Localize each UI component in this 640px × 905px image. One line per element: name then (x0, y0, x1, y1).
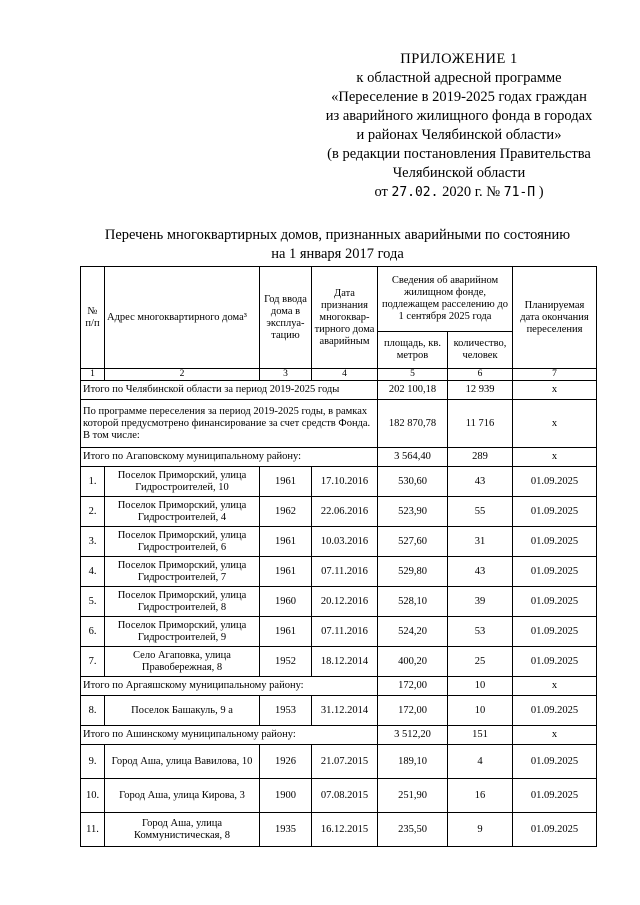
house-num: 10. (81, 779, 105, 813)
house-date: 17.10.2016 (312, 467, 378, 497)
house-area: 189,10 (378, 745, 448, 779)
column-number: 4 (312, 369, 378, 381)
house-row (81, 557, 597, 587)
total-area: 202 100,18 (378, 381, 448, 400)
house-num: 4. (81, 557, 105, 587)
date-value: 27.02. (391, 185, 439, 200)
house-year: 1961 (260, 617, 312, 647)
house-people: 55 (448, 497, 513, 527)
program-row (81, 400, 597, 448)
house-people: 31 (448, 527, 513, 557)
header-planned: Планируемая дата окончания переселения (513, 267, 597, 369)
house-num: 6. (81, 617, 105, 647)
house-people: 53 (448, 617, 513, 647)
total-people: 12 939 (448, 381, 513, 400)
header-year: Год ввода дома в эксплуа-тацию (260, 267, 312, 369)
house-address: Поселок Приморский, улица Гидростроителей, 6 (105, 527, 260, 557)
title-line: на 1 января 2017 года (271, 246, 404, 262)
house-row (81, 696, 597, 726)
document-title (80, 226, 595, 264)
house-row (81, 813, 597, 847)
house-address: Поселок Приморский, улица Гидростроителей, 10 (105, 467, 260, 497)
house-row (81, 497, 597, 527)
house-row (81, 779, 597, 813)
house-num: 8. (81, 696, 105, 726)
house-date: 31.12.2014 (312, 696, 378, 726)
header-info: Сведения об аварийном жилищном фонде, подлежащем расселению до 1 сентября 2025 года (378, 267, 513, 332)
column-number: 1 (81, 369, 105, 381)
house-row (81, 467, 597, 497)
appendix-line: «Переселение в 2019-2025 годах граждан (331, 89, 587, 105)
house-address: Город Аша, улица Вавилова, 10 (105, 745, 260, 779)
house-date: 07.08.2015 (312, 779, 378, 813)
house-address: Город Аша, улица Кирова, 3 (105, 779, 260, 813)
header-row (81, 267, 597, 332)
house-people: 43 (448, 467, 513, 497)
house-year: 1935 (260, 813, 312, 847)
appendix-line: к областной адресной программе (356, 70, 562, 86)
district-total-label: Итого по Аргаяшскому муниципальному району: (81, 677, 378, 696)
district-total-row (81, 726, 597, 745)
house-num: 3. (81, 527, 105, 557)
house-planned: 01.09.2025 (513, 696, 597, 726)
column-number-row (81, 369, 597, 381)
column-number: 3 (260, 369, 312, 381)
total-label: Итого по Челябинской области за период 2019-2025 годы (81, 381, 378, 400)
appendix-line: из аварийного жилищного фонда в городах (325, 108, 593, 124)
house-planned: 01.09.2025 (513, 779, 597, 813)
header-num: № п/п (81, 267, 105, 369)
house-address: Город Аша, улица Коммунистическая, 8 (105, 813, 260, 847)
house-area: 400,20 (378, 647, 448, 677)
house-area: 251,90 (378, 779, 448, 813)
date-prefix: от (374, 184, 388, 200)
district-total-label: Итого по Агаповскому муниципальному району: (81, 448, 378, 467)
program-area: 182 870,78 (378, 400, 448, 448)
house-people: 39 (448, 587, 513, 617)
house-date: 07.11.2016 (312, 617, 378, 647)
house-area: 528,10 (378, 587, 448, 617)
house-year: 1952 (260, 647, 312, 677)
date-suffix: ) (538, 184, 544, 200)
house-planned: 01.09.2025 (513, 557, 597, 587)
district-total-people: 10 (448, 677, 513, 696)
house-num: 5. (81, 587, 105, 617)
house-num: 1. (81, 467, 105, 497)
district-total-planned: х (513, 726, 597, 745)
house-year: 1961 (260, 557, 312, 587)
house-year: 1961 (260, 467, 312, 497)
house-year: 1960 (260, 587, 312, 617)
house-row (81, 647, 597, 677)
house-people: 43 (448, 557, 513, 587)
house-planned: 01.09.2025 (513, 587, 597, 617)
house-planned: 01.09.2025 (513, 647, 597, 677)
house-planned: 01.09.2025 (513, 617, 597, 647)
header-area: площадь, кв. метров (378, 332, 448, 369)
district-total-area: 3 512,20 (378, 726, 448, 745)
header-people: количество, человек (448, 332, 513, 369)
house-date: 21.07.2015 (312, 745, 378, 779)
district-total-planned: х (513, 448, 597, 467)
house-area: 529,80 (378, 557, 448, 587)
house-address: Поселок Приморский, улица Гидростроителей, 9 (105, 617, 260, 647)
house-planned: 01.09.2025 (513, 467, 597, 497)
appendix-line: Челябинской области (392, 165, 526, 181)
house-year: 1926 (260, 745, 312, 779)
total-row (81, 381, 597, 400)
title-line: Перечень многоквартирных домов, признанных аварийными по состоянию (104, 227, 571, 243)
column-number: 2 (105, 369, 260, 381)
header-date: Дата признания многоквар-тирного дома аварийным (312, 267, 378, 369)
appendix-line: ПРИЛОЖЕНИЕ 1 (400, 51, 518, 67)
appendix-date-line (300, 183, 618, 202)
date-year: 2020 г. № (442, 184, 501, 200)
column-number: 5 (378, 369, 448, 381)
doc-number: 71-П (503, 185, 536, 200)
house-num: 11. (81, 813, 105, 847)
house-date: 16.12.2015 (312, 813, 378, 847)
house-num: 9. (81, 745, 105, 779)
column-number: 6 (448, 369, 513, 381)
house-people: 16 (448, 779, 513, 813)
house-address: Поселок Приморский, улица Гидростроителей, 4 (105, 497, 260, 527)
house-area: 530,60 (378, 467, 448, 497)
house-row (81, 745, 597, 779)
house-year: 1900 (260, 779, 312, 813)
house-row (81, 617, 597, 647)
emergency-housing-table (80, 266, 597, 847)
house-planned: 01.09.2025 (513, 745, 597, 779)
appendix-line: (в редакции постановления Правительства (327, 146, 591, 162)
house-date: 07.11.2016 (312, 557, 378, 587)
house-planned: 01.09.2025 (513, 527, 597, 557)
house-area: 527,60 (378, 527, 448, 557)
house-people: 10 (448, 696, 513, 726)
total-planned: х (513, 381, 597, 400)
program-people: 11 716 (448, 400, 513, 448)
house-date: 18.12.2014 (312, 647, 378, 677)
house-year: 1962 (260, 497, 312, 527)
header-address: Адрес многоквартирного дома³ (105, 267, 260, 369)
district-total-area: 172,00 (378, 677, 448, 696)
house-address: Поселок Башакуль, 9 а (105, 696, 260, 726)
house-planned: 01.09.2025 (513, 813, 597, 847)
house-row (81, 527, 597, 557)
column-number: 7 (513, 369, 597, 381)
appendix-header (300, 50, 618, 202)
house-num: 7. (81, 647, 105, 677)
house-address: Поселок Приморский, улица Гидростроителей, 7 (105, 557, 260, 587)
house-date: 20.12.2016 (312, 587, 378, 617)
appendix-line: и районах Челябинской области» (356, 127, 562, 143)
district-total-row (81, 448, 597, 467)
program-label: По программе переселения за период 2019-2025 годы, в рамках которой предусмотрено финансирование за счет средств Фонда. В том числе: (81, 400, 378, 448)
house-area: 523,90 (378, 497, 448, 527)
district-total-row (81, 677, 597, 696)
district-total-people: 289 (448, 448, 513, 467)
district-total-planned: х (513, 677, 597, 696)
house-address: Село Агаповка, улица Правобережная, 8 (105, 647, 260, 677)
house-date: 10.03.2016 (312, 527, 378, 557)
house-area: 172,00 (378, 696, 448, 726)
house-num: 2. (81, 497, 105, 527)
house-people: 25 (448, 647, 513, 677)
program-planned: х (513, 400, 597, 448)
house-row (81, 587, 597, 617)
district-total-people: 151 (448, 726, 513, 745)
house-people: 4 (448, 745, 513, 779)
district-total-area: 3 564,40 (378, 448, 448, 467)
district-total-label: Итого по Ашинскому муниципальному району: (81, 726, 378, 745)
house-address: Поселок Приморский, улица Гидростроителей, 8 (105, 587, 260, 617)
house-area: 524,20 (378, 617, 448, 647)
house-people: 9 (448, 813, 513, 847)
house-date: 22.06.2016 (312, 497, 378, 527)
house-area: 235,50 (378, 813, 448, 847)
house-year: 1961 (260, 527, 312, 557)
house-year: 1953 (260, 696, 312, 726)
house-planned: 01.09.2025 (513, 497, 597, 527)
